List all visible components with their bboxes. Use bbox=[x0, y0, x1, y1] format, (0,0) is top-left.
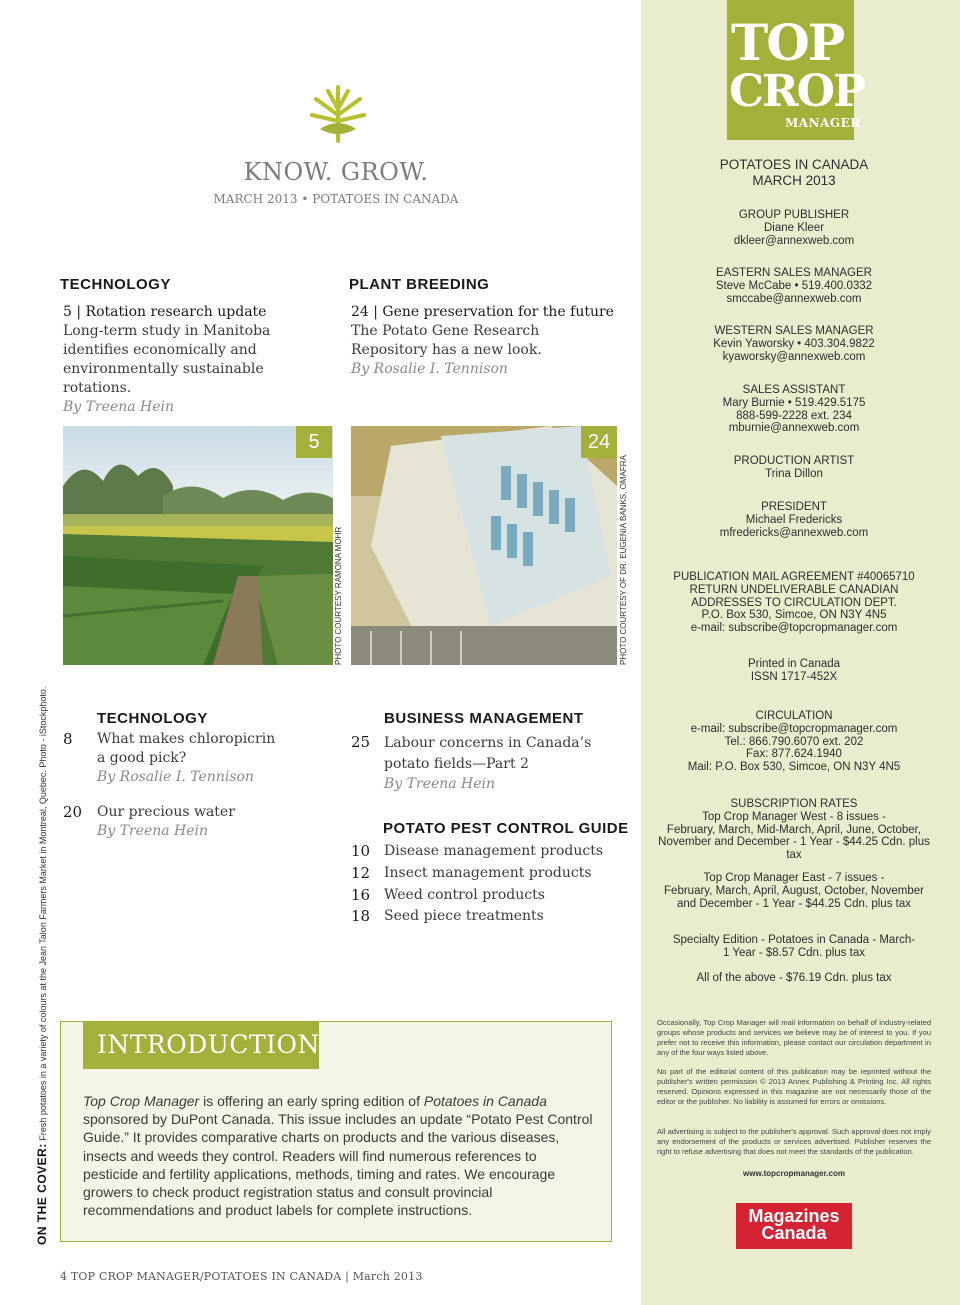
maple-leaf-icon bbox=[306, 85, 370, 143]
article-byline: By Treena Hein bbox=[384, 776, 496, 792]
cover-text: Fresh potatoes in a variety of colours at the Jean Talon Farmers Market in Montreal, Quebec. Photo - iStockphoto. bbox=[38, 686, 48, 1141]
info-line: Printed in Canada bbox=[747, 658, 841, 670]
tagline: KNOW. GROW. bbox=[243, 158, 429, 186]
info-line: Top Crop Manager East - 7 issues - bbox=[703, 872, 885, 884]
info-line: PRESIDENT bbox=[761, 501, 827, 513]
info-line: ISSN 1717-452X bbox=[750, 670, 838, 683]
info-line: All of the above - $76.19 Cdn. plus tax bbox=[696, 972, 892, 984]
page-number: 16 bbox=[351, 886, 371, 904]
info-block-subscription-rates bbox=[655, 798, 933, 862]
cover-label: ON THE COVER: bbox=[35, 1143, 49, 1245]
article-gene-preservation[interactable] bbox=[351, 303, 616, 379]
info-line: e-mail: subscribe@topcropmanager.com bbox=[690, 722, 898, 735]
page-number: 20 bbox=[63, 803, 83, 821]
info-line: Mary Burnie • 519.429.5175 bbox=[722, 396, 866, 409]
fine-print-advertising: All advertising is subject to the publisher's approval. Such approval does not imply any endorsement of the products or services advertised. Publisher reserves the right to refuse advertising that does not meet the standards of the publication. bbox=[657, 1127, 931, 1156]
section-heading-technology-2: TECHNOLOGY bbox=[97, 710, 208, 727]
magazines-canada-logo bbox=[736, 1203, 852, 1249]
info-line: Top Crop Manager West - 8 issues - bbox=[702, 810, 886, 823]
info-line: Specialty Edition - Potatoes in Canada - March- bbox=[672, 934, 916, 946]
page-number: 12 bbox=[351, 864, 371, 882]
repository-illustration bbox=[351, 426, 617, 665]
intro-span: sponsored by DuPont Canada. This issue includes an update “Potato Pest Control Guide.” It provides comparative charts on products and the various diseases, insects and weeds they control. Readers will find numerous references to pesticide and fertility applications, methods, timing and rates. We encourage growers to check product registration status and consult provincial recommendations and product labels for complete instructions. bbox=[83, 1111, 593, 1219]
introduction-title: INTRODUCTION bbox=[83, 1021, 319, 1069]
article-byline: By Rosalie I. Tennison bbox=[351, 361, 508, 377]
page-number: 8 bbox=[63, 730, 73, 748]
page-number: 25 bbox=[351, 733, 371, 751]
section-heading-pest-guide: POTATO PEST CONTROL GUIDE bbox=[383, 820, 629, 837]
page-badge: 24 bbox=[581, 426, 617, 458]
info-block-president bbox=[655, 501, 933, 539]
info-line: Tel.: 866.790.6070 ext. 202 bbox=[724, 735, 864, 748]
article-rotation-research[interactable] bbox=[63, 303, 328, 417]
info-line: PRODUCTION ARTIST bbox=[733, 455, 855, 467]
info-block-printed bbox=[655, 658, 933, 684]
info-block-specialty bbox=[655, 934, 933, 960]
introduction-text bbox=[83, 1092, 595, 1219]
article-title: 5 | Rotation research update bbox=[63, 304, 267, 320]
logo-line-2: CROP bbox=[729, 66, 864, 117]
info-block-sales-assistant bbox=[655, 384, 933, 435]
intro-em: Potatoes in Canada bbox=[423, 1093, 547, 1109]
info-line: mfredericks@annexweb.com bbox=[719, 526, 869, 539]
photo-credit: PHOTO COURTESY RAMONA MOHR bbox=[334, 526, 343, 665]
info-line: e-mail: subscribe@topcropmanager.com bbox=[690, 622, 898, 635]
page-footer: 4 TOP CROP MANAGER/POTATOES IN CANADA | March 2013 bbox=[60, 1270, 423, 1283]
publication-title bbox=[655, 157, 933, 189]
cover-caption bbox=[35, 655, 49, 1245]
info-line: dkleer@annexweb.com bbox=[733, 234, 855, 247]
info-block-east-rates bbox=[655, 872, 933, 910]
photo-credit: PHOTO COURTESY OF DR. EUGENIA BANKS, OMAFRA bbox=[619, 455, 628, 665]
fine-print-copyright: No part of the editorial content of this publication may be reprinted without the publisher's written permission © 2013 Annex Publishing & Printing Inc. All rights reserved. Opinions expressed in this magazine are not necessarily those of the editor or the publisher. No liability is assumed for errors or omissions. bbox=[657, 1067, 931, 1106]
logo-line-1: TOP bbox=[731, 13, 844, 72]
article-title: Labour concerns in Canada’s potato fields—Part 2 bbox=[384, 735, 592, 772]
info-block-all bbox=[655, 972, 933, 985]
badge-line: Magazines bbox=[748, 1206, 840, 1226]
website-link[interactable]: www.topcropmanager.com bbox=[743, 1169, 845, 1178]
section-heading-business: BUSINESS MANAGEMENT bbox=[384, 710, 584, 727]
info-block-production-artist bbox=[655, 455, 933, 481]
article-title: 24 | Gene preservation for the future bbox=[351, 304, 614, 320]
info-line: CIRCULATION bbox=[755, 710, 833, 722]
article-title: What makes chloropicrin a good pick? bbox=[97, 731, 276, 766]
article-byline: By Rosalie I. Tennison bbox=[97, 769, 254, 785]
info-line: February, March, Mid-March, April, June, October, bbox=[666, 823, 922, 836]
info-block-western-sales bbox=[655, 325, 933, 363]
info-block-circulation bbox=[655, 710, 933, 774]
info-line: Mail: P.O. Box 530, Simcoe, ON N3Y 4N5 bbox=[687, 761, 901, 774]
info-line: ADDRESSES TO CIRCULATION DEPT. bbox=[691, 596, 897, 609]
intro-em: Top Crop Manager bbox=[83, 1093, 200, 1109]
section-heading-plant-breeding: PLANT BREEDING bbox=[349, 276, 490, 293]
info-line: EASTERN SALES MANAGER bbox=[716, 267, 872, 279]
info-line: and December - 1 Year - $44.25 Cdn. plus tax bbox=[677, 897, 911, 910]
logo-line-3: MANAGER bbox=[785, 116, 861, 130]
info-line: PUBLICATION MAIL AGREEMENT #40065710 bbox=[673, 571, 915, 583]
info-line: November and December - 1 Year - $44.25 Cdn. plus tax bbox=[658, 836, 930, 862]
info-line: February, March, April, August, October, November bbox=[664, 884, 924, 897]
info-block-group-publisher bbox=[655, 209, 933, 247]
guide-item-disease[interactable]: Disease management products bbox=[384, 843, 604, 859]
guide-item-insect[interactable]: Insect management products bbox=[384, 865, 592, 881]
article-byline: By Treena Hein bbox=[63, 399, 175, 415]
info-block-publication-mail bbox=[655, 571, 933, 635]
info-line: Trina Dillon bbox=[765, 467, 823, 480]
top-crop-manager-logo bbox=[727, 0, 864, 140]
guide-item-seed[interactable]: Seed piece treatments bbox=[384, 908, 544, 924]
info-line: 888-599-2228 ext. 234 bbox=[736, 409, 852, 422]
article-byline: By Treena Hein bbox=[97, 823, 209, 839]
info-line: SALES ASSISTANT bbox=[742, 384, 846, 396]
article-description: The Potato Gene Research Repository has a new look. bbox=[351, 323, 542, 358]
pub-line: MARCH 2013 bbox=[752, 173, 836, 188]
section-heading-technology: TECHNOLOGY bbox=[60, 276, 171, 293]
info-line: WESTERN SALES MANAGER bbox=[714, 325, 874, 337]
page-badge: 5 bbox=[296, 426, 332, 458]
info-line: P.O. Box 530, Simcoe, ON N3Y 4N5 bbox=[701, 609, 887, 622]
page-number: 18 bbox=[351, 907, 371, 925]
page-number: 10 bbox=[351, 842, 371, 860]
article-labour-concerns[interactable] bbox=[384, 733, 614, 794]
info-line: Kevin Yaworsky • 403.304.9822 bbox=[713, 337, 875, 350]
info-line: kyaworsky@annexweb.com bbox=[722, 350, 866, 363]
article-precious-water[interactable] bbox=[97, 803, 277, 841]
info-line: SUBSCRIPTION RATES bbox=[730, 798, 858, 810]
issue-line: MARCH 2013 • POTATOES IN CANADA bbox=[213, 192, 459, 206]
badge-line: Canada bbox=[761, 1223, 827, 1243]
masthead-panel bbox=[641, 0, 960, 1305]
info-line: Fax: 877.624.1940 bbox=[746, 748, 842, 761]
info-line: GROUP PUBLISHER bbox=[738, 209, 850, 221]
info-line: Diane Kleer bbox=[763, 221, 825, 234]
field-photo bbox=[63, 426, 333, 665]
info-line: smccabe@annexweb.com bbox=[726, 292, 862, 305]
intro-span: is offering an early spring edition of bbox=[199, 1093, 424, 1109]
info-line: RETURN UNDELIVERABLE CANADIAN bbox=[689, 583, 899, 596]
gene-repository-photo bbox=[351, 426, 617, 665]
article-description: Long-term study in Manitoba identifies economically and environmentally sustainable rotations. bbox=[63, 323, 271, 396]
info-line: mburnie@annexweb.com bbox=[728, 422, 860, 435]
field-illustration bbox=[63, 426, 333, 665]
guide-item-weed[interactable]: Weed control products bbox=[384, 887, 545, 903]
info-line: Steve McCabe • 519.400.0332 bbox=[715, 279, 873, 292]
pub-line: POTATOES IN CANADA bbox=[719, 157, 869, 172]
fine-print-mailing: Occasionally, Top Crop Manager will mail information on behalf of industry-related groups whose products and services we believe may be of interest to you. If you prefer not to receive this information, please contact our circulation department in any of the four ways listed above. bbox=[657, 1018, 931, 1057]
article-chloropicrin[interactable] bbox=[97, 730, 277, 787]
info-line: 1 Year - $8.57 Cdn. plus tax bbox=[723, 946, 865, 959]
info-block-eastern-sales bbox=[655, 267, 933, 305]
info-line: Michael Fredericks bbox=[745, 513, 843, 526]
article-title: Our precious water bbox=[97, 804, 235, 820]
